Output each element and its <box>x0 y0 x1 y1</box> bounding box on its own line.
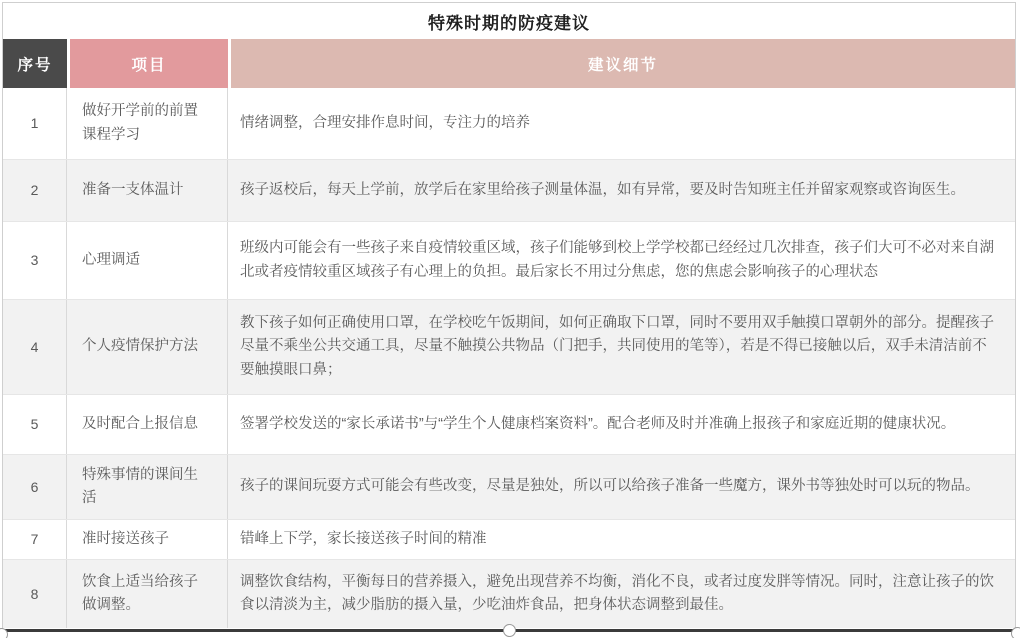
table-frame <box>2 2 1016 630</box>
row-item-text: 特殊事情的课间生活 <box>82 466 198 506</box>
row-number: 3 <box>3 222 67 299</box>
page-title: 特殊时期的防疫建议 <box>428 13 590 33</box>
row-number: 6 <box>3 455 67 519</box>
table-row <box>3 519 1015 559</box>
row-item <box>67 222 228 299</box>
row-detail <box>228 160 1015 221</box>
row-item <box>67 300 228 394</box>
row-detail <box>228 560 1015 628</box>
row-detail <box>228 395 1015 454</box>
row-detail-text: 调整饮食结构，平衡每日的营养摄入，避免出现营养不均衡，消化不良，或者过度发胖等情况。同时，注意让孩子的饮食以清淡为主，减少脂肪的摄入量，少吃油炸食品，把身体状态调整到最佳。 <box>240 573 994 613</box>
row-detail-text: 签署学校发送的“家长承诺书”与“学生个人健康档案资料”。配合老师及时并准确上报孩子和家庭近期的健康状况。 <box>240 415 956 432</box>
table-row <box>3 394 1015 454</box>
row-detail-text: 孩子返校后，每天上学前，放学后在家里给孩子测量体温，如有异常，要及时告知班主任并留家观察或咨询医生。 <box>240 181 965 198</box>
table-header-row <box>3 39 1015 88</box>
row-item-text: 及时配合上报信息 <box>82 415 198 432</box>
row-item-text: 饮食上适当给孩子做调整。 <box>82 573 198 613</box>
row-number: 5 <box>3 395 67 454</box>
row-item <box>67 160 228 221</box>
row-number: 4 <box>3 300 67 394</box>
table-row <box>3 299 1015 394</box>
row-item <box>67 560 228 628</box>
table-body <box>3 88 1015 628</box>
row-detail-text: 教下孩子如何正确使用口罩，在学校吃午饭期间，如何正确取下口罩，同时不要用双手触摸口罩朝外的部分。提醒孩子尽量不乘坐公共交通工具，尽量不触摸公共物品（门把手，共同使用的笔等），若是不得已接触以后，双手未清洁前不要触摸眼口鼻； <box>240 315 994 378</box>
row-number: 8 <box>3 560 67 628</box>
row-detail <box>228 300 1015 394</box>
row-item-text: 做好开学前的前置课程学习 <box>82 103 198 143</box>
row-number: 1 <box>3 88 67 159</box>
row-detail-text: 班级内可能会有一些孩子来自疫情较重区域，孩子们能够到校上学学校都已经经过几次排查，孩子们大可不必对来自湖北或者疫情较重区域孩子有心理上的负担。最后家长不用过分焦虑，您的焦虑会影响孩子的心理状态 <box>240 240 994 280</box>
row-item-text: 准时接送孩子 <box>82 530 169 547</box>
row-item <box>67 455 228 519</box>
row-detail <box>228 222 1015 299</box>
table-row <box>3 159 1015 221</box>
resize-handle-bottom-center[interactable] <box>503 624 516 637</box>
table-row <box>3 221 1015 299</box>
header-cell-item: 项目 <box>70 39 228 88</box>
row-item <box>67 520 228 559</box>
header-cell-number: 序号 <box>3 39 67 88</box>
row-item-text: 个人疫情保护方法 <box>82 338 198 355</box>
resize-handle-bottom-right[interactable] <box>1011 627 1020 638</box>
row-item <box>67 88 228 159</box>
row-detail-text: 孩子的课间玩耍方式可能会有些改变，尽量是独处，所以可以给孩子准备一些魔方，课外书等独处时可以玩的物品。 <box>240 478 980 495</box>
row-item-text: 准备一支体温计 <box>82 181 184 198</box>
header-cell-detail: 建议细节 <box>231 39 1015 88</box>
table-row <box>3 559 1015 628</box>
row-detail <box>228 88 1015 159</box>
row-detail-text: 错峰上下学，家长接送孩子时间的精准 <box>240 530 487 547</box>
row-item <box>67 395 228 454</box>
row-detail <box>228 520 1015 559</box>
row-number: 2 <box>3 160 67 221</box>
row-detail-text: 情绪调整，合理安排作息时间，专注力的培养 <box>240 114 530 131</box>
row-number: 7 <box>3 520 67 559</box>
row-detail <box>228 455 1015 519</box>
row-item-text: 心理调适 <box>82 251 140 268</box>
table-row <box>3 454 1015 519</box>
table-row <box>3 88 1015 159</box>
